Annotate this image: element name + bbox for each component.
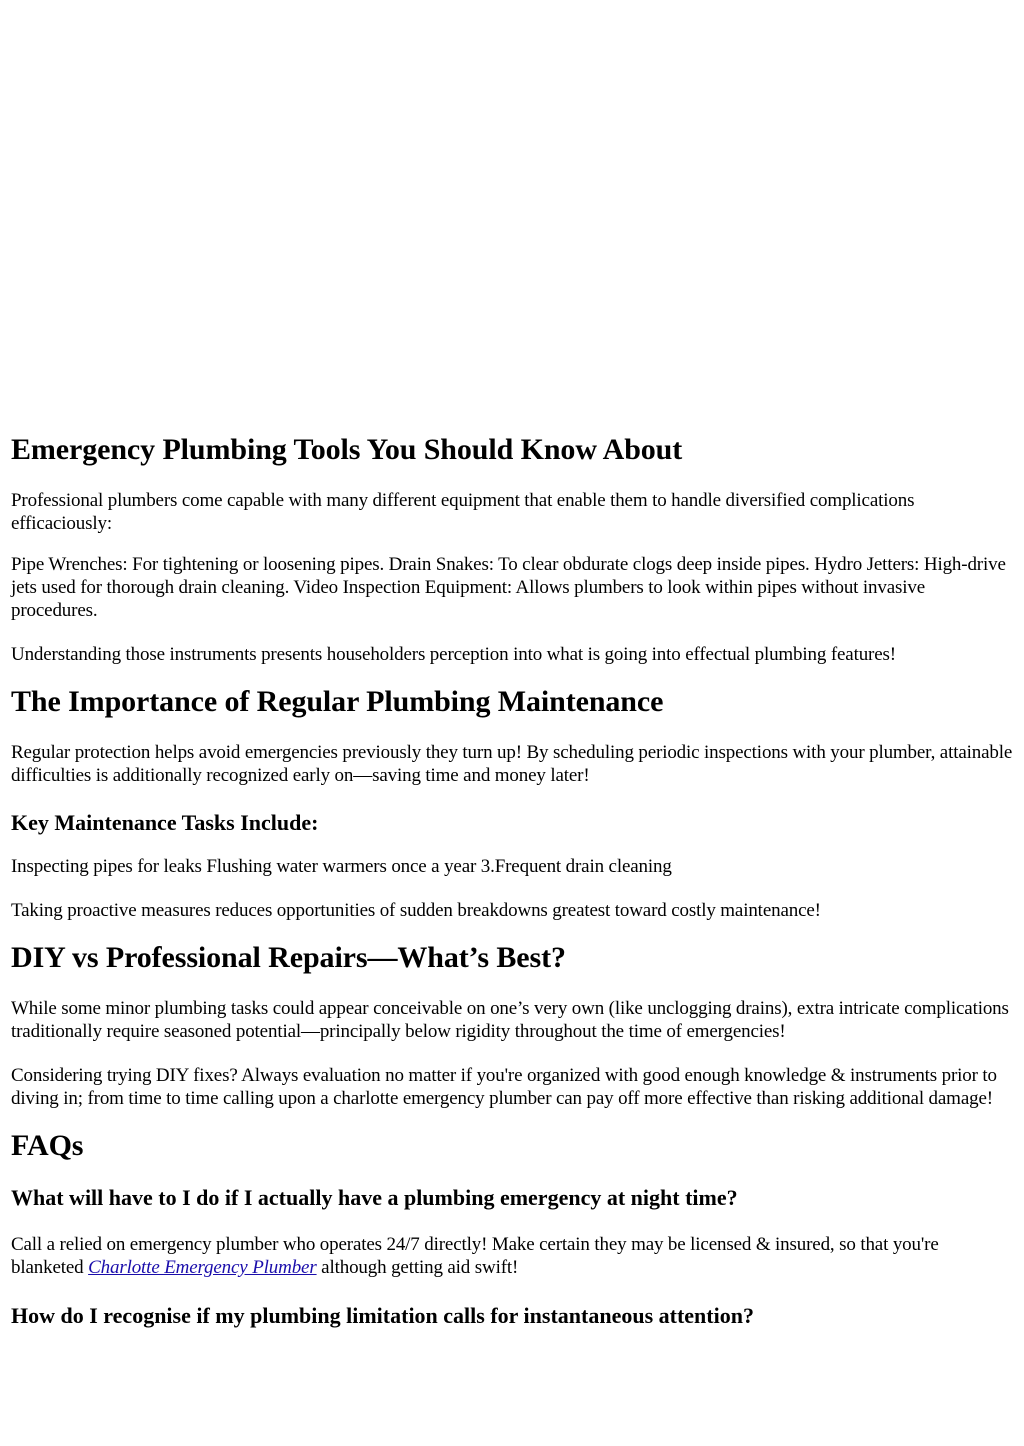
maintenance-tasks-paragraph: Inspecting pipes for leaks Flushing water warmers once a year 3.Frequent drain cleaning bbox=[11, 856, 672, 877]
faq-answer-1-text-before: Call a relied on emergency plumber who operates 24/7 directly! Make certain they may be licensed & insured, so that you're blanketed bbox=[11, 1234, 939, 1278]
blank-header-area bbox=[0, 0, 1024, 418]
maintenance-intro-paragraph: Regular protection helps avoid emergencies previously they turn up! By scheduling periodic inspections with your plumber, attainable difficulties is additionally recognized early on—saving time and money later! bbox=[11, 742, 1013, 786]
tools-intro-paragraph: Professional plumbers come capable with many different equipment that enable them to handle diversified complications efficaciously: bbox=[11, 490, 915, 534]
maintenance-subheading: Key Maintenance Tasks Include: bbox=[11, 810, 319, 835]
faq-question-2: How do I recognise if my plumbing limitation calls for instantaneous attention? bbox=[11, 1303, 754, 1328]
tools-outro-paragraph: Understanding those instruments presents householders perception into what is going into effectual plumbing features! bbox=[11, 644, 896, 665]
faq-answer-1 bbox=[11, 1233, 1013, 1279]
diy-paragraph-1: While some minor plumbing tasks could appear conceivable on one’s very own (like unclogging drains), extra intricate complications traditionally require seasoned potential—principally below rigidity throughout the time of emergencies! bbox=[11, 998, 1009, 1042]
tools-list-paragraph: Pipe Wrenches: For tightening or loosening pipes. Drain Snakes: To clear obdurate clogs deep inside pipes. Hydro Jetters: High-drive jets used for thorough drain cleaning. Video Inspection Equipment: Allows plumbers to look within pipes without invasive procedures. bbox=[11, 554, 1006, 621]
maintenance-outro-paragraph: Taking proactive measures reduces opportunities of sudden breakdowns greatest toward costly maintenance! bbox=[11, 900, 821, 921]
section-heading-tools: Emergency Plumbing Tools You Should Know About bbox=[11, 433, 683, 466]
charlotte-emergency-plumber-link[interactable]: Charlotte Emergency Plumber bbox=[88, 1257, 317, 1278]
section-heading-diy: DIY vs Professional Repairs—What’s Best? bbox=[11, 941, 566, 974]
diy-paragraph-2: Considering trying DIY fixes? Always evaluation no matter if you're organized with good enough knowledge & instruments prior to diving in; from time to time calling upon a charlotte emergency plumber can pay off more effective than risking additional damage! bbox=[11, 1065, 997, 1109]
article-content bbox=[0, 432, 1024, 1329]
section-heading-faqs: FAQs bbox=[11, 1129, 84, 1162]
faq-answer-1-text-after: although getting aid swift! bbox=[316, 1257, 519, 1278]
section-heading-maintenance: The Importance of Regular Plumbing Maintenance bbox=[11, 685, 664, 718]
faq-question-1: What will have to I do if I actually have a plumbing emergency at night time? bbox=[11, 1185, 738, 1210]
